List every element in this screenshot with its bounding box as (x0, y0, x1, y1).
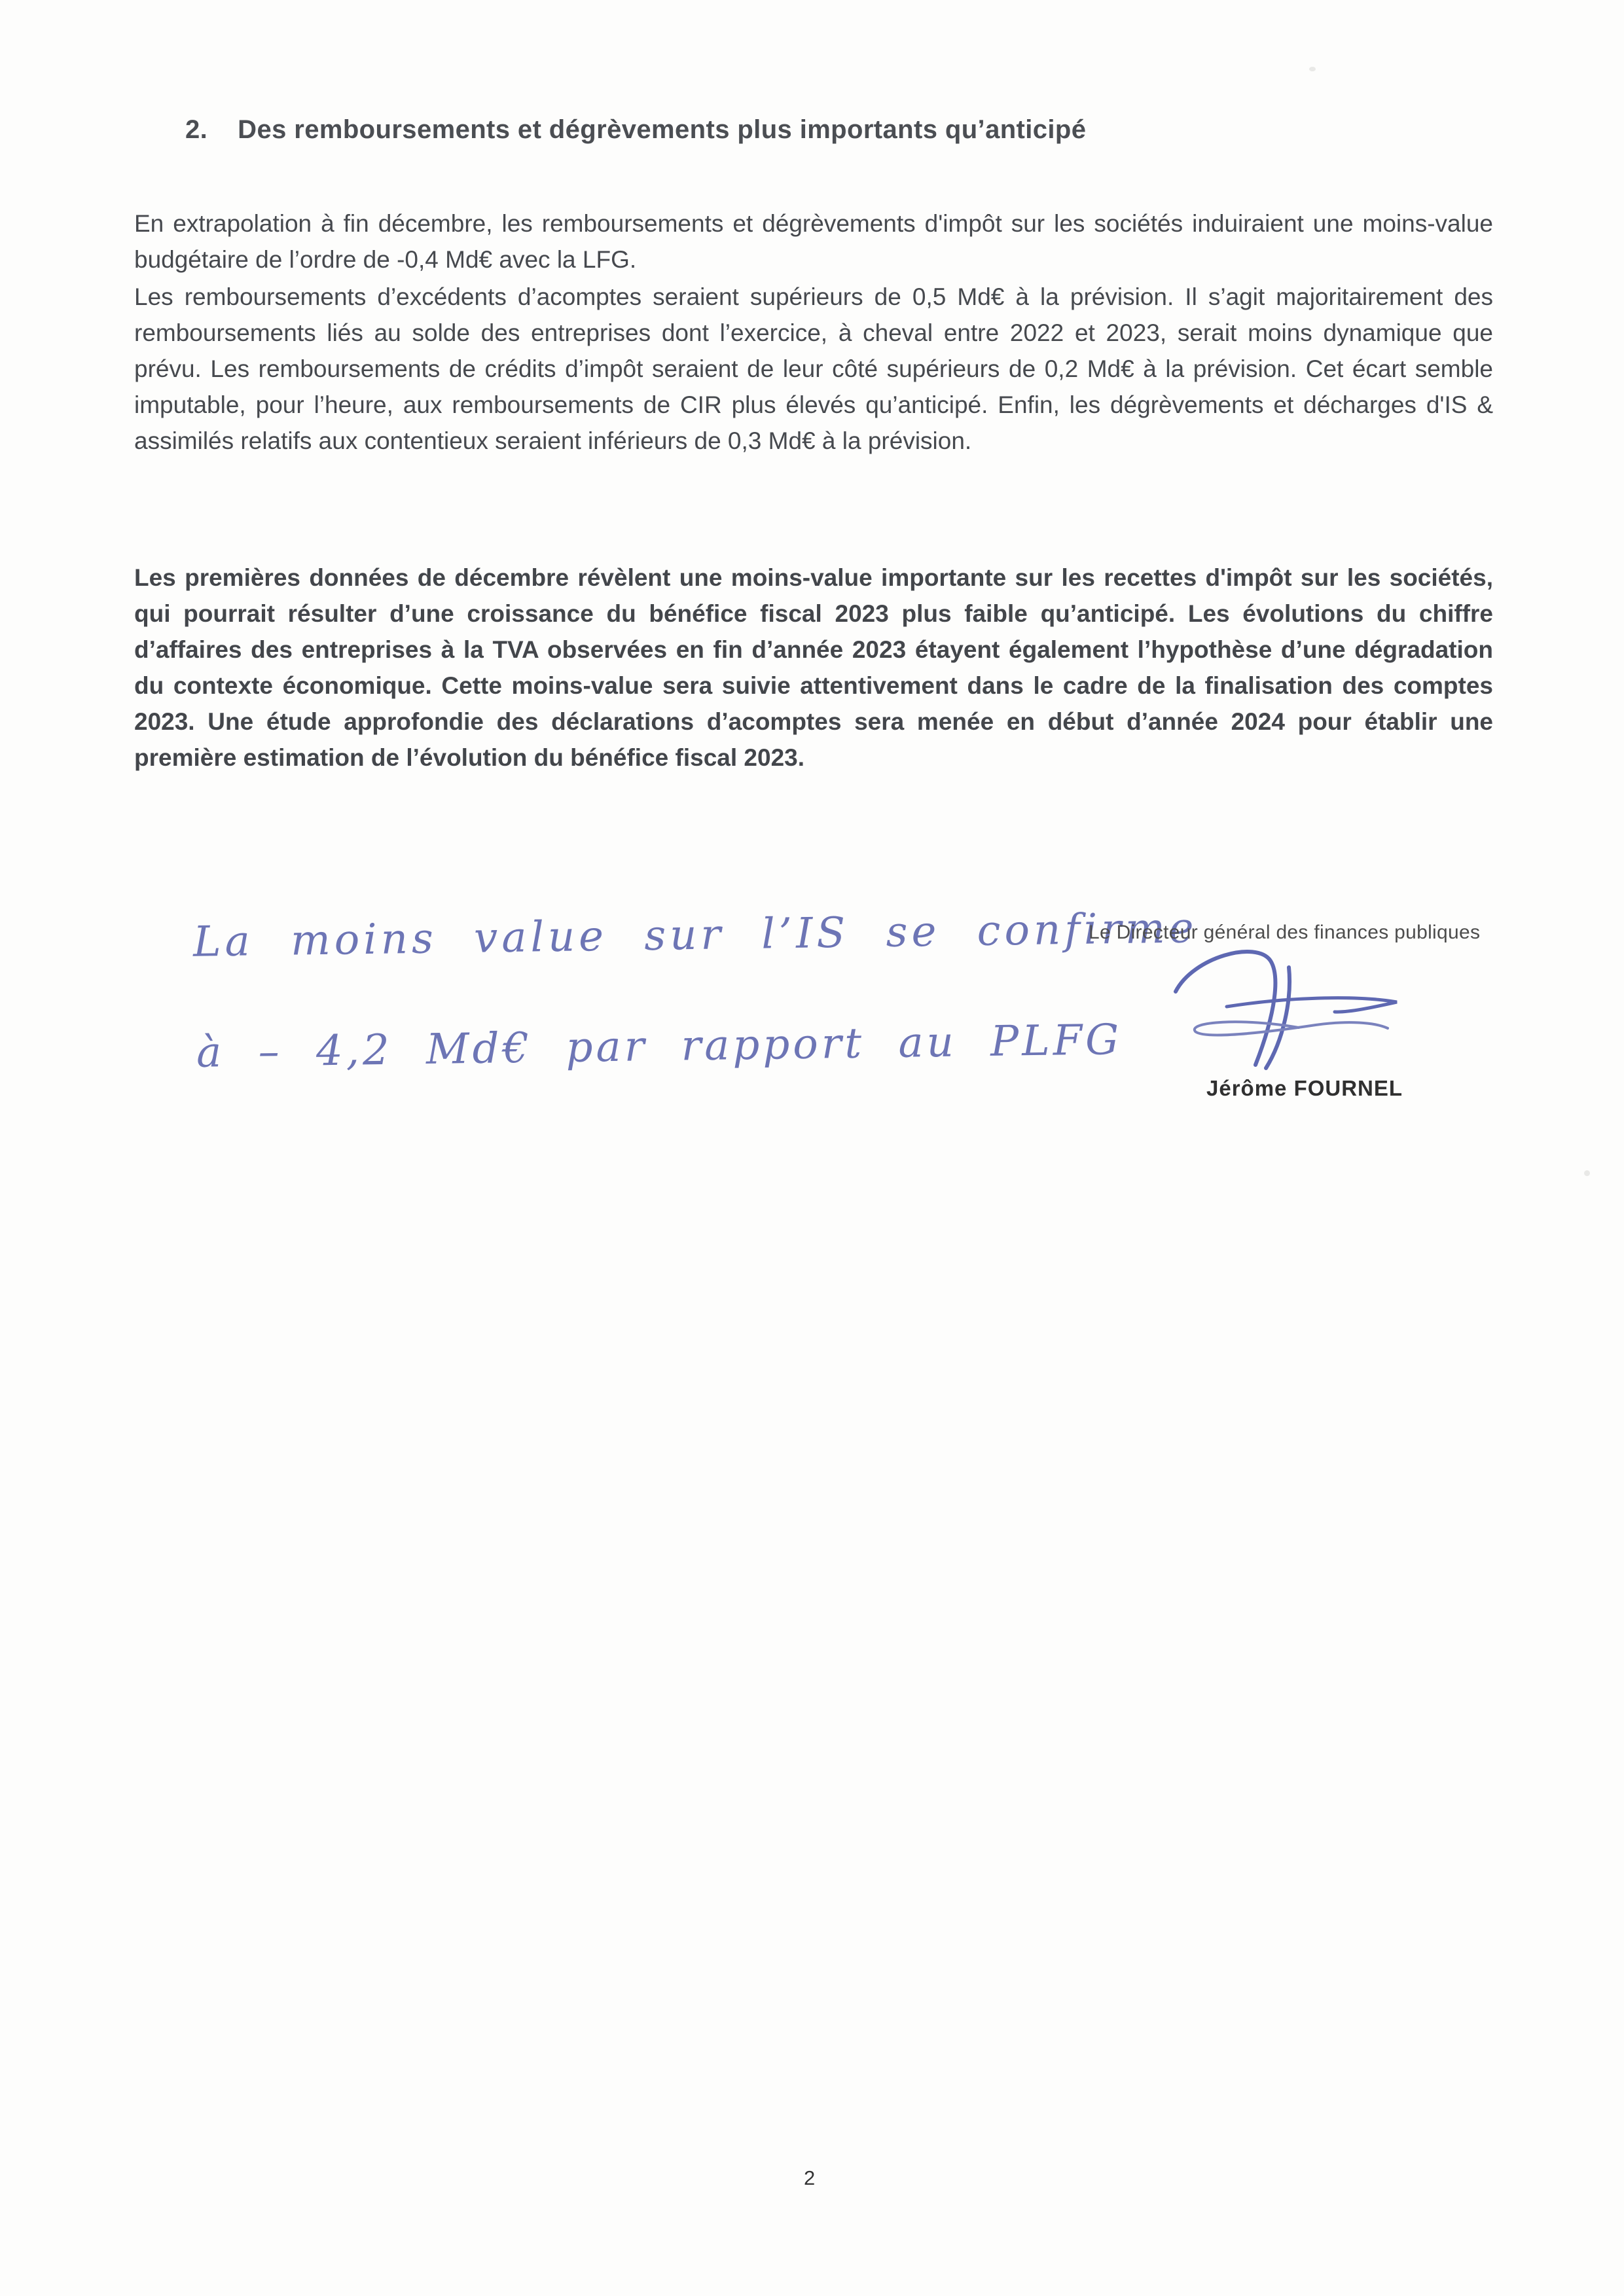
scan-speck (1584, 1170, 1590, 1176)
scan-speck (1309, 67, 1316, 71)
signatory-name: Jérôme FOURNEL (1206, 1076, 1403, 1100)
paragraph-extrapolation: En extrapolation à fin décembre, les remboursements et dégrèvements d'impôt sur les sociétés induiraient une moins-value budgétaire de l’ordre de -0,4 Md€ avec la LFG. (134, 210, 1493, 273)
handwritten-note-line1: La moins value sur l’IS se confirme (192, 904, 1199, 967)
signatory-title: Le Directeur général des finances publiques (1089, 922, 1481, 943)
section-heading (185, 115, 1086, 145)
signature-scribble (1157, 929, 1413, 1080)
paragraph-conclusion-bold: Les premières données de décembre révèlent une moins-value importante sur les recettes d'impôt sur les sociétés, qui pourrait résulter d’une croissance du bénéfice fiscal 2023 plus faible qu’anticipé. Les évolutions du chiffre d’affaires des entreprises à la TVA observées en fin d’année 2023 étayent également l’hypothèse d’une dégradation du contexte économique. Cette moins-value sera suivie attentivement dans le cadre de la finalisation des comptes 2023. Une étude approfondie des déclarations d’acomptes sera menée en début d’année 2024 pour établir une première estimation de l’évolution du bénéfice fiscal 2023. (134, 564, 1493, 771)
handwritten-note-line2: à – 4,2 Md€ par rapport au PLFG (196, 1016, 1123, 1077)
section-number: 2. (185, 115, 208, 144)
paragraph-remboursements-detail: Les remboursements d’excédents d’acomptes seraient supérieurs de 0,5 Md€ à la prévision. Il s’agit majoritairement des remboursements liés au solde des entreprises dont l’exercice, à cheval entre 2022 et 2023, serait moins dynamique que prévu. Les remboursements de crédits d’impôt seraient de leur côté supérieurs de 0,2 Md€ à la prévision. Cet écart semble imputable, pour l’heure, aux remboursements de CIR plus élevés qu’anticipé. Enfin, les dégrèvements et décharges d'IS & assimilés relatifs aux contentieux seraient inférieurs de 0,3 Md€ à la prévision. (134, 283, 1493, 454)
page-number: 2 (804, 2166, 816, 2189)
section-title: Des remboursements et dégrèvements plus importants qu’anticipé (238, 115, 1087, 144)
